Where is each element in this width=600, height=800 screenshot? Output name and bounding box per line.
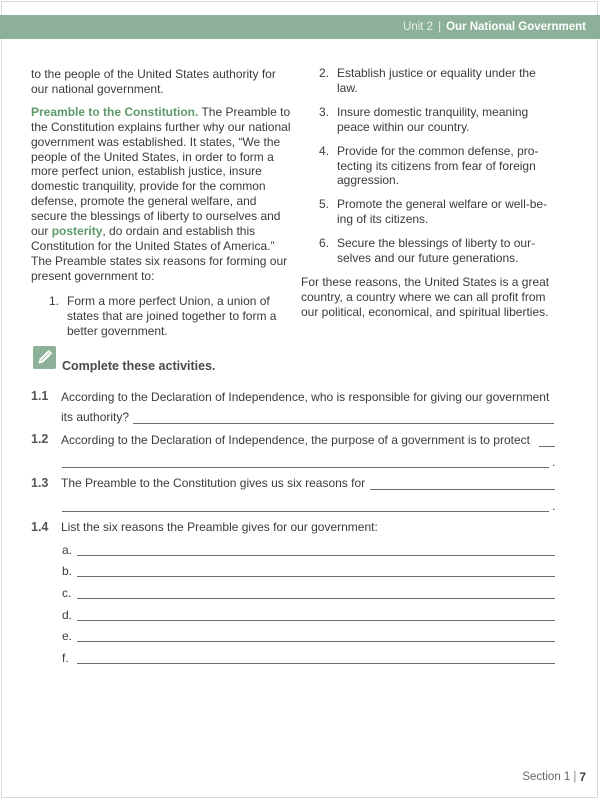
left-column	[31, 67, 291, 347]
list-item-text: Insure domestic tranquility, meaning peace within our country.	[337, 104, 529, 134]
unit-title: Our National Government	[446, 21, 586, 33]
list-item-text: Provide for the common defense, protecting its citizens from fear of foreign aggression.	[337, 143, 539, 188]
header-title-group	[403, 15, 586, 39]
answer-letter-d: d.	[62, 608, 73, 622]
intro-paragraph: to the people of the United States authority for our national government.	[31, 67, 276, 96]
answer-letter-e: e.	[62, 629, 73, 643]
list-item	[49, 294, 291, 339]
list-item-text: Promote the general welfare or well-being of its citizens.	[337, 197, 548, 227]
list-item-number: 5.	[319, 197, 330, 212]
question-text-continued: its authority?	[61, 410, 130, 424]
list-item-number: 4.	[319, 143, 330, 158]
answer-line[interactable]	[62, 511, 549, 512]
answer-letter-b: b.	[62, 564, 73, 578]
question-number: 1.1	[31, 389, 49, 403]
list-item	[319, 236, 559, 266]
list-item-text: Secure the blessings of liberty to ourselves and our future generations.	[337, 236, 536, 266]
question-text: According to the Declaration of Independence, the purpose of a government is to protect	[61, 433, 530, 447]
answer-letter-f: f.	[62, 651, 69, 665]
reasons-list-right	[301, 66, 559, 266]
list-item-number: 3.	[319, 104, 330, 119]
sentence-period: .	[552, 455, 556, 469]
page-number: 7	[579, 770, 586, 784]
answer-line[interactable]	[77, 620, 555, 621]
page-header	[0, 15, 600, 39]
answer-line[interactable]	[133, 423, 554, 424]
question-number: 1.3	[31, 476, 49, 490]
list-item-text: Form a more perfect Union, a union of states that are joined together to form a better government.	[67, 293, 277, 338]
list-item	[319, 197, 559, 227]
question-number: 1.2	[31, 432, 49, 446]
list-item-number: 6.	[319, 236, 330, 251]
pencil-icon	[33, 346, 56, 369]
preamble-text-after: , do ordain and establish this Constitution for the United States of America.” The Preamble states six reasons for forming our present government to:	[31, 224, 288, 283]
sentence-period: .	[552, 499, 556, 513]
vocab-word-posterity: posterity	[51, 224, 103, 239]
answer-line[interactable]	[77, 576, 555, 577]
list-item	[319, 144, 559, 189]
answer-line[interactable]	[370, 489, 555, 490]
answer-letter-c: c.	[62, 586, 72, 600]
list-item-text: Establish justice or equality under the law.	[337, 66, 536, 95]
activities-title: Complete these activities.	[62, 359, 216, 373]
question-text: According to the Declaration of Independence, who is responsible for giving our government	[61, 390, 550, 404]
answer-line[interactable]	[539, 446, 555, 447]
list-item	[319, 66, 559, 96]
list-item-number: 2.	[319, 66, 330, 80]
reasons-list-left	[31, 294, 291, 339]
preamble-text-before: The Preamble to the Constitution explains further why our national government was established. It states, “We the people of the United States, in order to form a more perfect union, establish justice, insure domestic tranquility, provide for the common defense, promote the general welfare, and secure the blessings of liberty to ourselves and our	[31, 104, 291, 239]
list-item-number: 1.	[49, 293, 60, 308]
question-number: 1.4	[31, 520, 49, 534]
page-footer	[522, 770, 586, 784]
right-column	[301, 66, 559, 320]
preamble-heading: Preamble to the Constitution.	[31, 104, 199, 119]
preamble-paragraph	[31, 105, 291, 284]
closing-paragraph: For these reasons, the United States is a great country, a country where we can all profit from our political, economical, and spiritual liberties.	[301, 274, 550, 319]
unit-label: Unit 2	[403, 21, 434, 33]
answer-line[interactable]	[77, 663, 555, 664]
answer-line[interactable]	[62, 467, 549, 468]
question-text: The Preamble to the Constitution gives us six reasons for	[61, 476, 366, 490]
answer-letter-a: a.	[62, 543, 73, 557]
header-separator: |	[438, 21, 442, 33]
section-label: Section 1	[522, 771, 571, 783]
answer-line[interactable]	[77, 598, 555, 599]
answer-line[interactable]	[77, 555, 555, 556]
answer-line[interactable]	[77, 641, 555, 642]
question-text: List the six reasons the Preamble gives for our government:	[61, 520, 378, 534]
list-item	[319, 105, 559, 135]
footer-separator: |	[573, 771, 577, 783]
